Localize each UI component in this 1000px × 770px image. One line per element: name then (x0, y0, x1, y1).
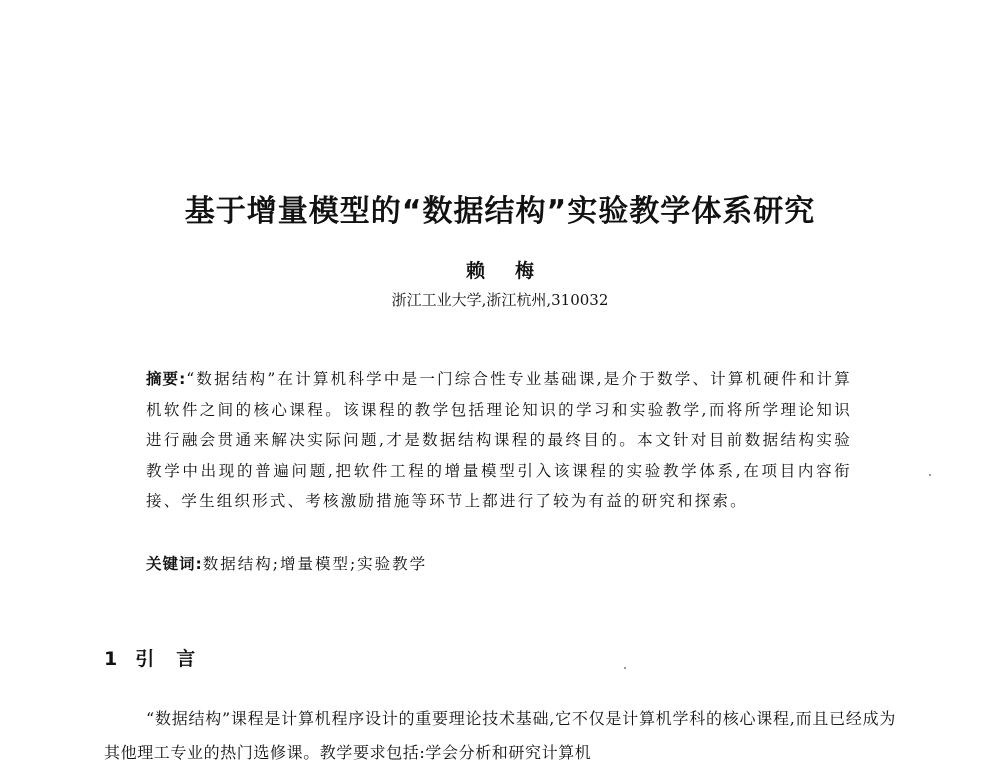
section-heading (104, 645, 217, 673)
author-affiliation: 浙江工业大学,浙江杭州,310032 (391, 291, 609, 309)
author-name: 赖梅 (465, 260, 564, 282)
abstract-text: “数据结构”在计算机科学中是一门综合性专业基础课,是介于数学、计算机硬件和计算机软件之间的核心课程。该课程的教学包括理论知识的学习和实验教学,而将所学理论知识进行融会贯通来解决实际问题,才是数据结构课程的最终目的。本文针对目前数据结构实验教学中出现的普遍问题,把软件工程的增量模型引入该课程的实验教学体系,在项目内容衔接、学生组织形式、考核激励措施等环节上都进行了较为有益的研究和探索。 (146, 370, 852, 510)
scan-speck (929, 474, 931, 476)
body-paragraph: “数据结构”课程是计算机程序设计的重要理论技术基础,它不仅是计算机学科的核心课程,而且已经成为其他理工专业的热门选修课。教学要求包括:学会分析和研究计算机 (104, 709, 896, 762)
abstract-block (146, 364, 852, 517)
section-number: 1 (104, 648, 118, 670)
keywords-colon: : (195, 555, 203, 573)
abstract-label: 摘要 (146, 370, 180, 388)
keywords-block (146, 550, 852, 578)
abstract-colon: : (179, 370, 187, 388)
keywords-text: 数据结构;增量模型;实验教学 (202, 555, 428, 573)
paper-title: 基于增量模型的“数据结构”实验教学体系研究 (184, 194, 816, 229)
keywords-label: 关键词 (146, 555, 196, 573)
section-title: 引言 (135, 648, 218, 670)
scan-speck (624, 667, 626, 669)
